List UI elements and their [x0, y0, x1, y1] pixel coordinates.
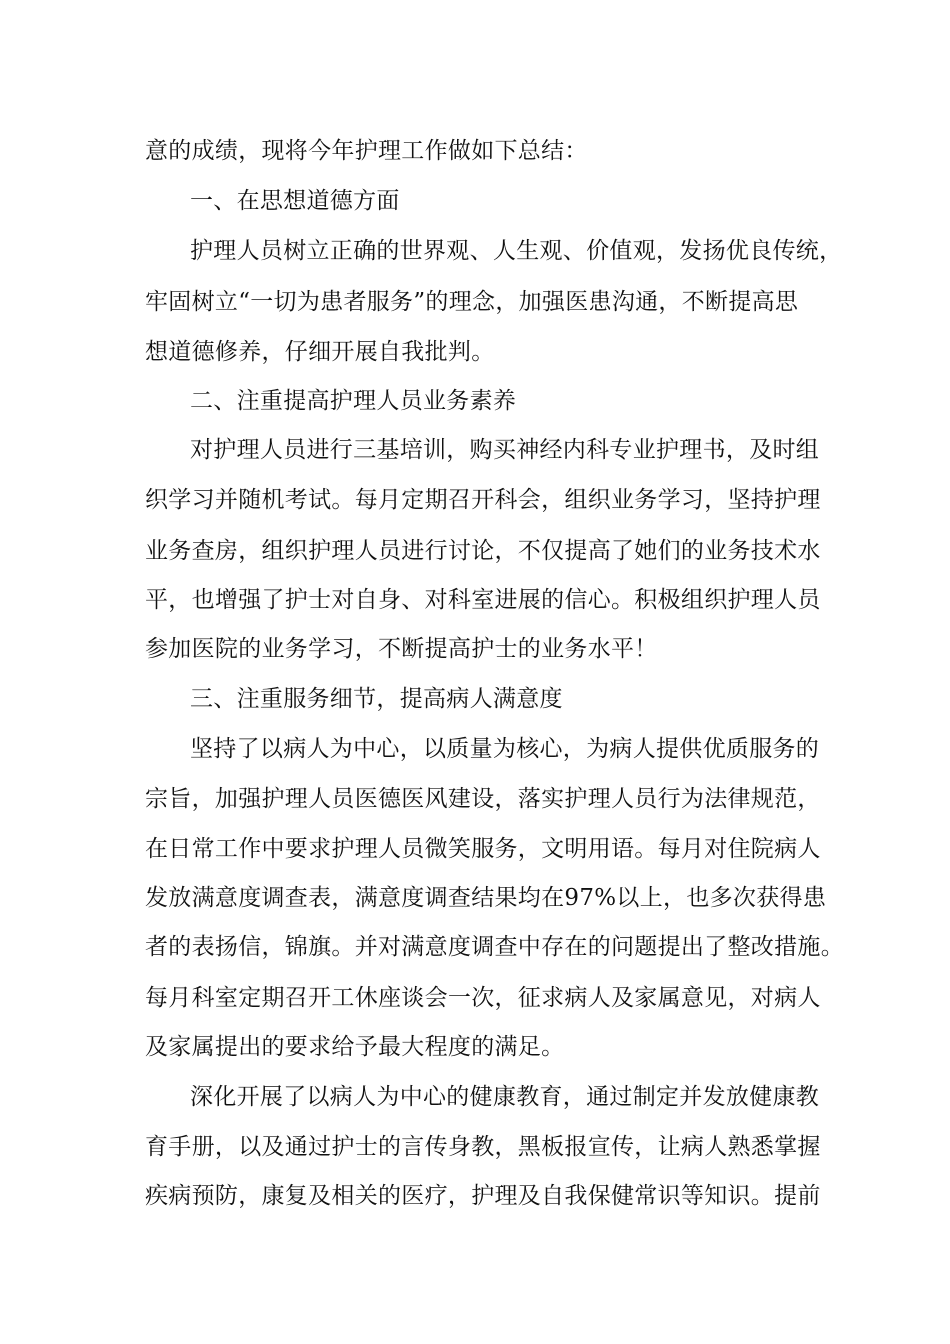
text-line: 发放满意度调查表，满意度调查结果均在97%以上，也多次获得患 — [145, 885, 827, 911]
text-line: 对护理人员进行三基培训，购买神经内科专业护理书，及时组 — [190, 437, 820, 463]
section-heading: 一、在思想道德方面 — [190, 188, 400, 214]
text-line: 疾病预防，康复及相关的医疗，护理及自我保健常识等知识。提前 — [145, 1183, 821, 1209]
text-line: 牢固树立“一切为患者服务”的理念，加强医患沟通，不断提高思 — [145, 289, 799, 315]
text-line: 想道德修养，仔细开展自我批判。 — [145, 339, 495, 365]
text-line: 平，也增强了护士对自身、对科室进展的信心。积极组织护理人员 — [145, 587, 821, 613]
text-line: 在日常工作中要求护理人员微笑服务，文明用语。每月对住院病人 — [145, 836, 821, 862]
section-heading: 二、注重提高护理人员业务素养 — [190, 388, 517, 414]
text-line: 织学习并随机考试。每月定期召开科会，组织业务学习，坚持护理 — [145, 487, 821, 513]
text-line: 业务查房，组织护理人员进行讨论，不仅提高了她们的业务技术水 — [145, 538, 821, 564]
text-line: 护理人员树立正确的世界观、人生观、价值观，发扬优良传统， — [190, 238, 843, 264]
text-line: 参加医院的业务学习，不断提高护士的业务水平！ — [145, 636, 658, 662]
text-line: 者的表扬信，锦旗。并对满意度调查中存在的问题提出了整改措施。 — [145, 934, 844, 960]
text-line: 深化开展了以病人为中心的健康教育，通过制定并发放健康教 — [190, 1084, 820, 1110]
text-line: 及家属提出的要求给予最大程度的满足。 — [145, 1034, 565, 1060]
section-heading: 三、注重服务细节，提高病人满意度 — [190, 686, 563, 712]
text-line: 每月科室定期召开工休座谈会一次，征求病人及家属意见，对病人 — [145, 985, 821, 1011]
text-line: 坚持了以病人为中心，以质量为核心，为病人提供优质服务的 — [190, 736, 820, 762]
text-line: 意的成绩，现将今年护理工作做如下总结： — [145, 138, 588, 164]
text-line: 育手册，以及通过护士的言传身教，黑板报宣传，让病人熟悉掌握 — [145, 1134, 821, 1160]
text-line: 宗旨，加强护理人员医德医风建设，落实护理人员行为法律规范， — [145, 786, 821, 812]
